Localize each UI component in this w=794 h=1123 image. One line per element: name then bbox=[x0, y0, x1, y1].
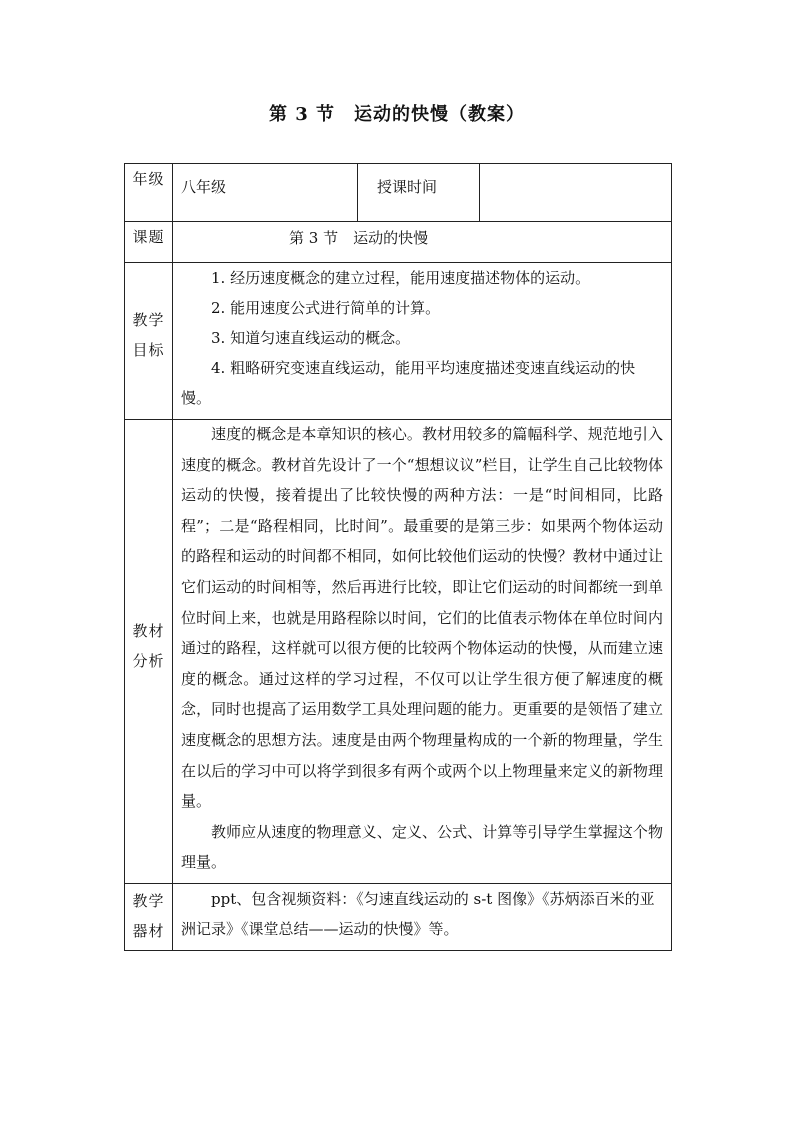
analysis-row bbox=[125, 420, 672, 884]
lesson-plan-table bbox=[124, 163, 672, 951]
topic-label: 课题 bbox=[132, 228, 165, 246]
goals-content-cell bbox=[173, 263, 672, 420]
time-value bbox=[480, 164, 671, 176]
page-title: 第 3 节 运动的快慢（教案） bbox=[268, 104, 526, 125]
grade-label-cell bbox=[125, 164, 173, 222]
equipment-content-cell bbox=[173, 884, 672, 951]
equipment-label-line-1: 教学 bbox=[132, 892, 165, 910]
topic-row bbox=[125, 222, 672, 263]
goal-item-4: 4. 粗略研究变速直线运动，能用平均速度描述变速直线运动的快慢。 bbox=[181, 359, 636, 407]
analysis-paragraph-2: 教师应从速度的物理意义、定义、公式、计算等引导学生掌握这个物理量。 bbox=[181, 822, 663, 872]
equipment-row bbox=[125, 884, 672, 951]
goals-row bbox=[125, 263, 672, 420]
analysis-label-line-1: 教材 bbox=[132, 622, 165, 640]
analysis-paragraph-1: 速度的概念是本章知识的核心。教材用较多的篇幅科学、规范地引入速度的概念。教材首先设计了一个“想想议议”栏目，让学生自己比较物体运动的快慢，接着提出了比较快慢的两种方法：一是“时间相同，比路程”；二是“路程相同，比时间”。最重要的是第三步：如果两个物体运动的路程和运动的时间都不相同，如何比较他们运动的快慢？教材中通过让它们运动的时间相等，然后再进行比较，即让它们运动的时间都统一到单位时间上来，也就是用路程除以时间，它们的比值表示物体在单位时间内通过的路程，这样就可以很方便的比较两个物体运动的快慢，从而建立速度的概念。通过这样的学习过程，不仅可以让学生很方便了解速度的概念，同时也提高了运用数学工具处理问题的能力。更重要的是领悟了建立速度概念的思想方法。速度是由两个物理量构成的一个新的物理量，学生在以后的学习中可以将学到很多有两个或两个以上物理量来定义的新物理量。 bbox=[181, 425, 663, 811]
analysis-label-line-2: 分析 bbox=[132, 652, 165, 670]
time-label: 授课时间 bbox=[377, 178, 438, 196]
grade-value-cell bbox=[173, 164, 358, 222]
grade-row bbox=[125, 164, 672, 222]
analysis-label-cell bbox=[125, 420, 173, 884]
topic-value: 第 3 节 运动的快慢 bbox=[289, 229, 429, 247]
equipment-label-cell bbox=[125, 884, 173, 951]
equipment-label-line-2: 器材 bbox=[132, 922, 165, 940]
time-label-cell bbox=[358, 164, 480, 222]
analysis-content-cell bbox=[173, 420, 672, 884]
goals-label-line-2: 目标 bbox=[132, 341, 165, 359]
goals-list bbox=[173, 263, 671, 417]
goals-label-cell bbox=[125, 263, 173, 420]
topic-label-cell bbox=[125, 222, 173, 263]
equipment-text: ppt、包含视频资料：《匀速直线运动的 s-t 图像》《苏炳添百米的亚洲记录》《课堂总结——运动的快慢》等。 bbox=[181, 890, 655, 938]
goals-label-line-1: 教学 bbox=[132, 311, 165, 329]
topic-value-cell bbox=[173, 222, 672, 263]
goal-item-1: 1. 经历速度概念的建立过程，能用速度描述物体的运动。 bbox=[211, 269, 591, 287]
grade-value: 八年级 bbox=[181, 178, 227, 196]
goal-item-2: 2. 能用速度公式进行简单的计算。 bbox=[211, 299, 441, 317]
goal-item-3: 3. 知道匀速直线运动的概念。 bbox=[211, 329, 411, 347]
grade-label: 年级 bbox=[132, 170, 165, 188]
time-value-cell bbox=[480, 164, 672, 222]
